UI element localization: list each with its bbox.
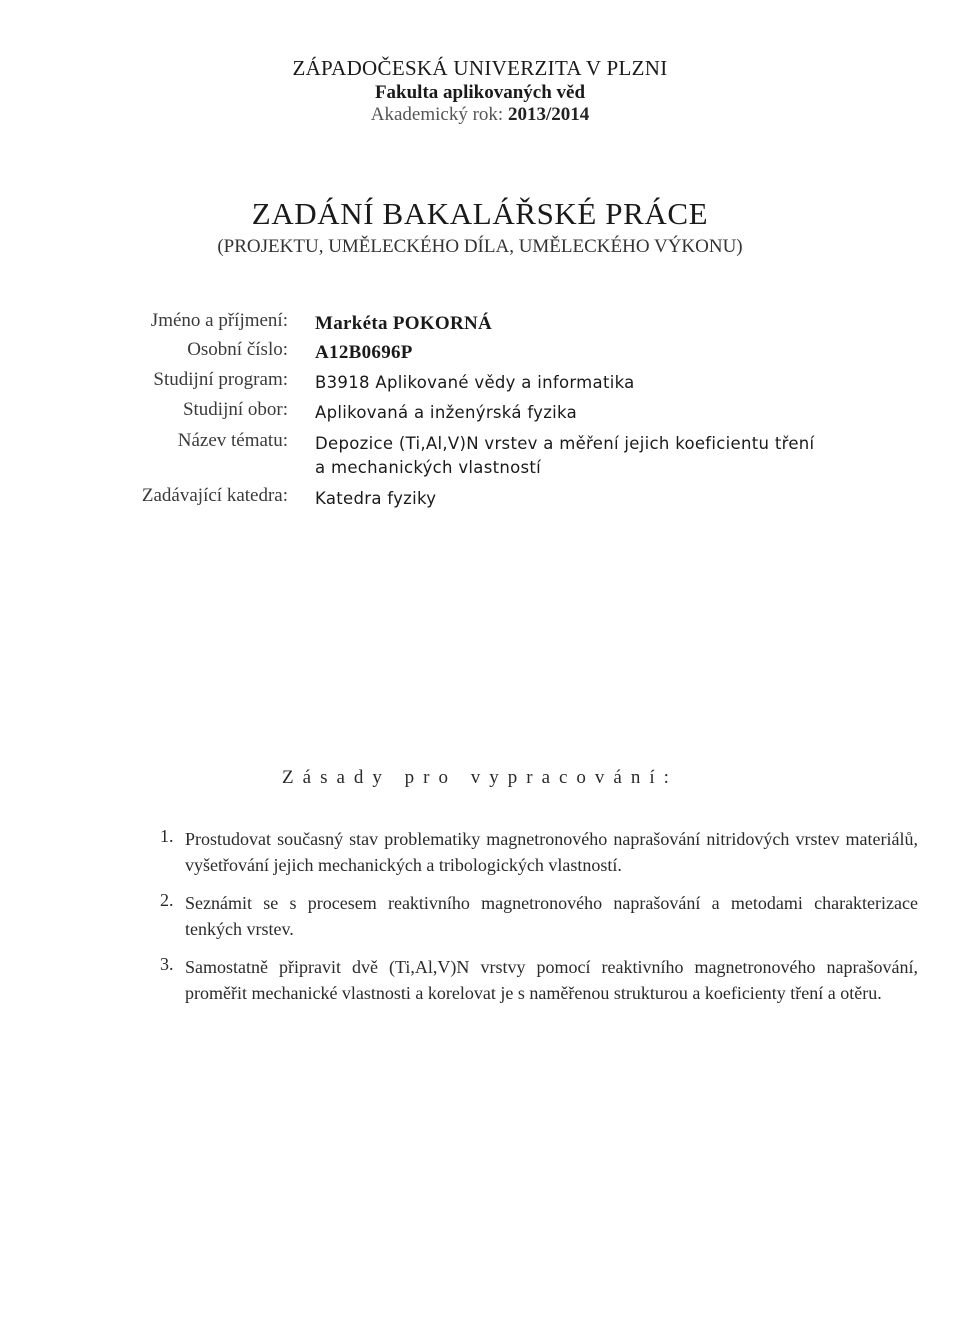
topic-value-line1: Depozice (Ti,Al,V)N vrstev a měření jejich koeficientu tření — [315, 434, 815, 453]
principles-heading: Zásady pro vypracování: — [282, 767, 678, 788]
list-item-number: 2. — [160, 890, 174, 910]
faculty-name: Fakulta aplikovaných věd — [374, 82, 586, 103]
field-label: Studijní obor: — [182, 399, 288, 420]
list-item-number: 1. — [160, 826, 174, 846]
program-value: B3918 Aplikované vědy a informatika — [315, 373, 635, 392]
name-value: Markéta POKORNÁ — [315, 313, 493, 334]
department-label: Zadávající katedra: — [141, 485, 288, 506]
list-item-text: Seznámit se s procesem reaktivního magnetronového naprašování a metodami charakterizace tenkých vrstev. — [185, 893, 918, 939]
topic-label: Název tématu: — [177, 430, 288, 451]
id-value: A12B0696P — [315, 342, 413, 363]
list-item-number: 3. — [160, 954, 174, 974]
field-value: Aplikovaná a inženýrská fyzika — [315, 403, 578, 422]
program-label: Studijní program: — [153, 369, 288, 390]
academic-year — [0, 104, 960, 126]
name-label: Jméno a příjmení: — [150, 310, 288, 331]
academic-year-label: Akademický rok: — [370, 104, 504, 125]
department-value: Katedra fyziky — [315, 489, 437, 508]
academic-year-value: 2013/2014 — [507, 104, 590, 125]
topic-value-line2: a mechanických vlastností — [315, 458, 542, 477]
id-label: Osobní číslo: — [187, 339, 288, 360]
page-title: ZADÁNÍ BAKALÁŘSKÉ PRÁCE — [251, 196, 709, 231]
university-name: ZÁPADOČESKÁ UNIVERZITA V PLZNI — [292, 56, 668, 80]
page-subtitle: (PROJEKTU, UMĚLECKÉHO DÍLA, UMĚLECKÉHO VÝKONU) — [217, 236, 743, 257]
list-item-text: Prostudovat současný stav problematiky magnetronového naprašování nitridových vrstev materiálů, vyšetřování jejich mechanických a tribologických vlastností. — [185, 829, 918, 875]
list-item-text: Samostatně připravit dvě (Ti,Al,V)N vrstvy pomocí reaktivního magnetronového naprašování, proměřit mechanické vlastnosti a korelovat je s naměřenou strukturou a koeficienty tření a otěru. — [185, 957, 918, 1003]
